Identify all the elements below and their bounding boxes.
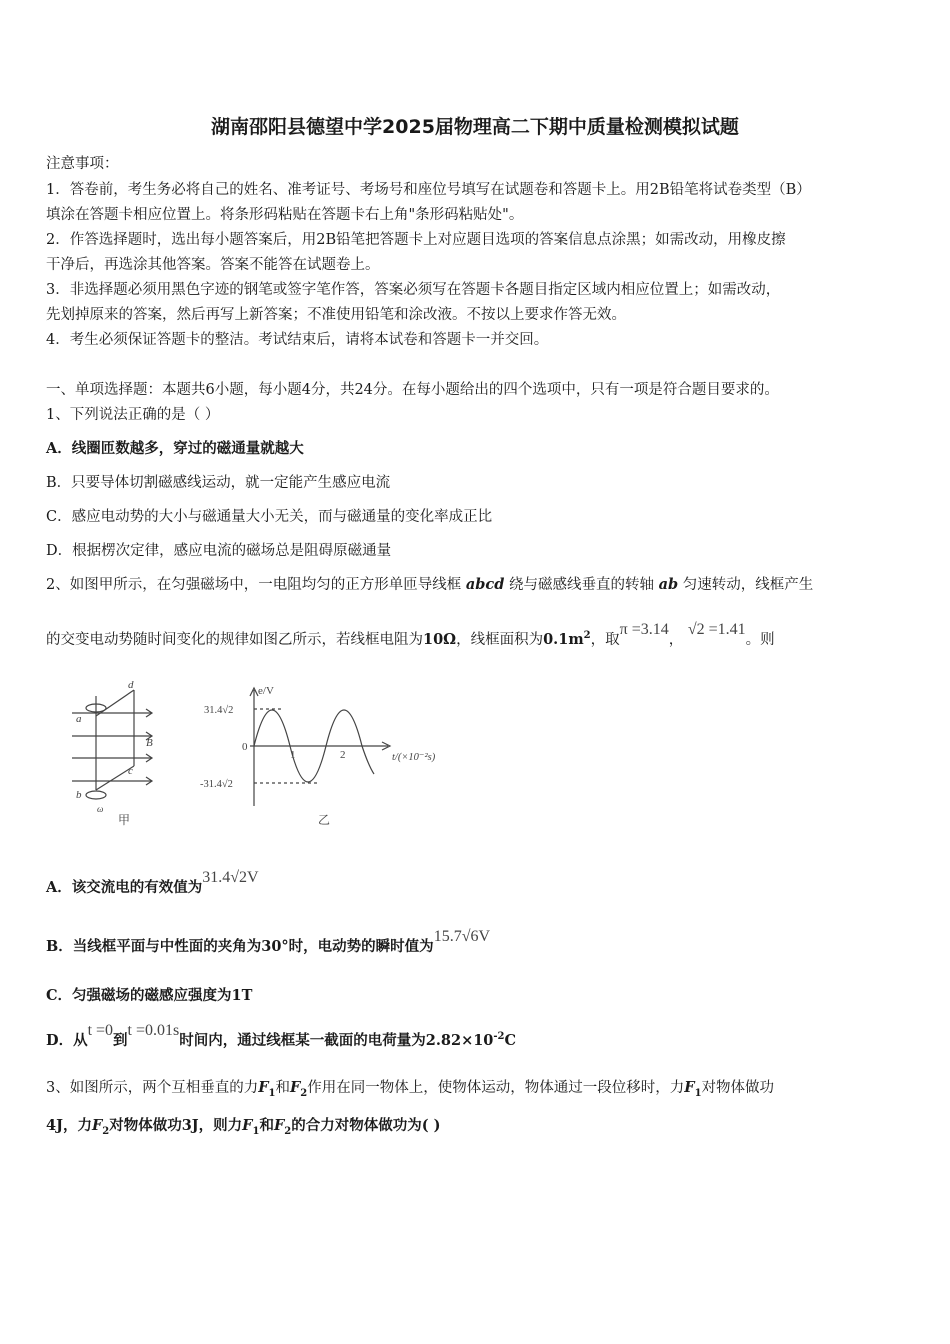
notice-item-2a: 2．作答选择题时，选出每小题答案后，用2B铅笔把答题卡上对应题目选项的答案信息点涂黑；如需改动，用橡皮擦 (46, 232, 786, 248)
notice-item-1a: 1．答卷前，考生务必将自己的姓名、准考证号、考场号和座位号填写在试题卷和答题卡上。用2B铅笔将试卷类型（B） (46, 182, 811, 198)
notice-item-4: 4．考生必须保证答题卡的整洁。考试结束后，请将本试卷和答题卡一并交回。 (46, 332, 549, 348)
q1-option-c: C．感应电动势的大小与磁通量大小无关，而与磁通量的变化率成正比 (46, 509, 493, 525)
notice-item-3b: 先划掉原来的答案，然后再写上新答案；不准使用铅笔和涂改液。不按以上要求作答无效。 (46, 307, 626, 323)
q1-stem: 1、下列说法正确的是（ ） (46, 407, 220, 423)
x-axis-label: t/(×10⁻²s) (392, 752, 436, 763)
y-axis-label: e/V (258, 685, 274, 697)
frame-edge-ad (96, 690, 134, 716)
notice-item-2b: 干净后，再选涂其他答案。答案不能答在试题卷上。 (46, 257, 380, 273)
notice-item-1b: 填涂在答题卡相应位置上。将条形码粘贴在答题卡右上角"条形码粘贴处"。 (46, 207, 524, 223)
y-max-label: 31.4√2 (204, 705, 234, 716)
time-end: t =0.01s (127, 1022, 180, 1039)
q3-stem-line2: 4J，力$F_2$对物体做功3J，则力$F_1$和$F_2$的合力对物体做功为( ) (46, 1117, 441, 1137)
q1-option-a: A．线圈匝数越多，穿过的磁通量就越大 (46, 440, 304, 457)
sqrt2-value: √2 =1.41 (687, 621, 746, 638)
q1-option-d: D．根据楞次定律，感应电流的磁场总是阻碍原磁通量 (46, 543, 392, 559)
pi-value: π =3.14 (619, 621, 669, 638)
frame-label-c: c (128, 765, 133, 777)
label-yi: 乙 (318, 813, 331, 827)
frame-label-a: a (76, 713, 82, 725)
q2-figure (60, 678, 460, 833)
q3-stem-line1: 3、如图所示，两个互相垂直的力$F_1$和$F_2$作用在同一物体上，使物体运动，物体通过一段位移时，力$F_1$对物体做功 (46, 1079, 775, 1099)
label-jia: 甲 (118, 813, 131, 827)
frame-label-d: d (128, 679, 134, 691)
q2-option-b: B．当线框平面与中性面的夹角为30°时，电动势的瞬时值为15.7√6V (46, 928, 491, 955)
q2-option-a: A．该交流电的有效值为31.4√2V (46, 869, 259, 896)
y-min-label: -31.4√2 (200, 779, 233, 790)
q2-option-c: C．匀强磁场的磁感应强度为1T (46, 987, 253, 1004)
option-a-expression: 31.4√2V (202, 869, 259, 886)
frame-label-b: b (76, 789, 82, 801)
field-label-b: B (146, 737, 153, 749)
x-tick-1: 1 (290, 749, 296, 761)
option-b-expression: 15.7√6V (433, 928, 491, 945)
q2-stem-line2: 的交变电动势随时间变化的规律如图乙所示，若线框电阻为10Ω，线框面积为$0.1m^2$，取π =3.14， √2 =1.41。则 (46, 621, 775, 648)
q2-option-d: D．从t =0到t =0.01s时间内，通过线框某一截面的电荷量为$2.82\times 10^{-2}C$ (46, 1022, 517, 1049)
figure-yi (250, 688, 390, 806)
rotation-arrow-bottom (86, 791, 106, 799)
y-zero-label: 0 (242, 741, 248, 753)
page-title: 湖南邵阳县德望中学2025届物理高二下期中质量检测模拟试题 (211, 116, 739, 138)
notice-item-3a: 3．非选择题必须用黑色字迹的钢笔或签字笔作答，答案必须写在答题卡各题目指定区域内相应位置上；如需改动， (46, 282, 781, 298)
section-heading: 一、单项选择题：本题共6小题，每小题4分，共24分。在每小题给出的四个选项中，只有一项是符合题目要求的。 (46, 382, 779, 398)
x-tick-2: 2 (340, 749, 346, 761)
figure-jia (72, 690, 152, 799)
q1-option-b: B．只要导体切割磁感线运动，就一定能产生感应电流 (46, 475, 391, 491)
omega-label: ω (97, 804, 104, 814)
notice-heading: 注意事项： (46, 156, 119, 172)
time-start: t =0 (87, 1022, 114, 1039)
q2-stem-line1: 2、如图甲所示，在匀强磁场中，一电阻均匀的正方形单匝导线框 abcd 绕与磁感线垂直的转轴 ab 匀速转动，线框产生 (46, 576, 814, 593)
